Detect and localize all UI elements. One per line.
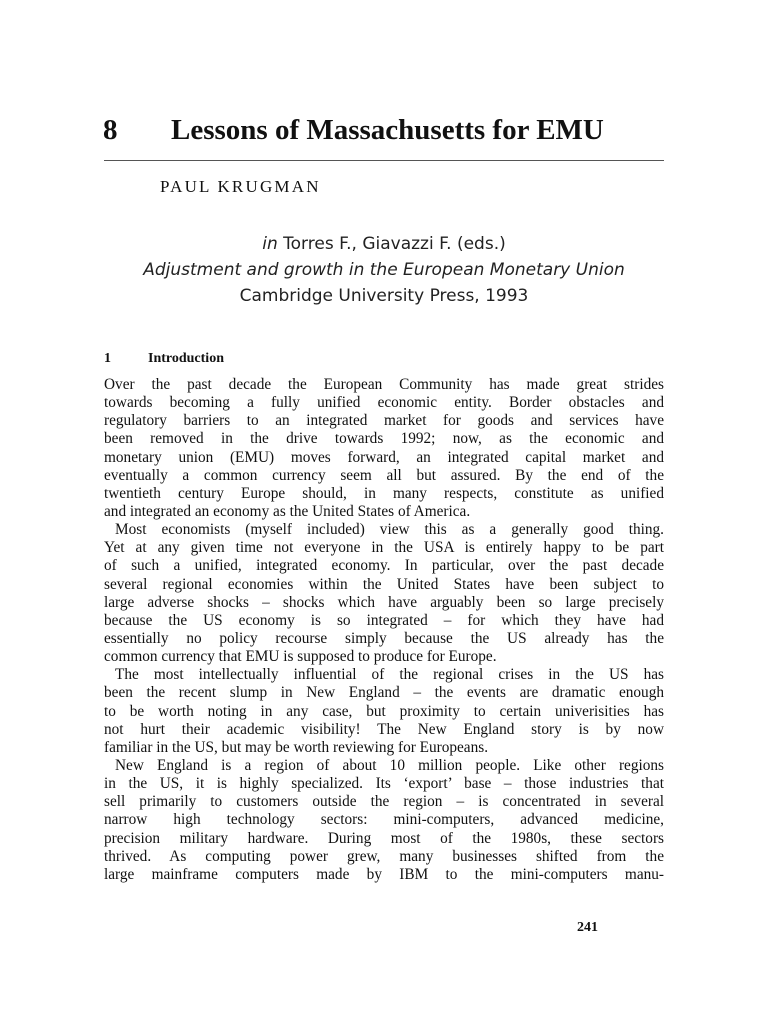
body-line: of such a unified, integrated economy. In particular, over the past decade: [104, 557, 664, 575]
body-line: common currency that EMU is supposed to produce for Europe.: [104, 648, 497, 666]
body-line: sell primarily to customers outside the region – is concentrated in several: [104, 793, 664, 811]
body-line: narrow high technology sectors: mini-computers, advanced medicine,: [104, 811, 664, 829]
body-line: Over the past decade the European Community has made great strides: [104, 376, 664, 393]
body-line: large mainframe computers made by IBM to the mini-computers manu-: [104, 865, 664, 883]
body-line: to be worth noting in any case, but proximity to certain univerisities has: [104, 702, 664, 720]
body-line: precision military hardware. During most of the 1980s, these sectors: [104, 829, 664, 847]
body-line: towards becoming a fully unified economic entity. Border obstacles and: [104, 394, 664, 412]
body-line: in the US, it is highly specialized. Its ‘export’ base – those industries that: [104, 775, 664, 793]
body-text: [104, 376, 664, 884]
body-line: large adverse shocks – shocks which have arguably been so large precisely: [104, 593, 664, 611]
body-line: and integrated an economy as the United States of America.: [104, 502, 471, 520]
chapter-number: 8: [103, 114, 118, 146]
title-rule: [104, 160, 664, 161]
citation-editors: Torres F., Giavazzi F. (eds.): [277, 234, 506, 254]
body-line: twentieth century Europe should, in many respects, constitute as unified: [104, 484, 664, 502]
section-heading: [104, 349, 224, 369]
author-name: PAUL KRUGMAN: [160, 177, 321, 196]
body-line: eventually a common currency seem all but assured. By the end of the: [104, 466, 664, 484]
citation-in-word: in: [262, 234, 278, 254]
body-line: thrived. As computing power grew, many businesses shifted from the: [104, 847, 664, 865]
citation-publisher: Cambridge University Press, 1993: [239, 286, 529, 306]
body-line: New England is a region of about 10 million people. Like other regions: [115, 756, 664, 774]
citation-book-title: Adjustment and growth in the European Monetary Union: [143, 260, 625, 280]
page-number: 241: [577, 920, 598, 935]
citation-editors-line: [104, 231, 664, 257]
body-line: Most economists (myself included) view this as a generally good thing.: [115, 521, 664, 539]
chapter-title: Lessons of Massachusetts for EMU: [171, 114, 604, 146]
chapter-heading: [103, 108, 663, 152]
body-line: monetary union (EMU) moves forward, an integrated capital market and: [104, 448, 664, 466]
section-title: Introduction: [148, 351, 224, 366]
body-line: The most intellectually influential of the regional crises in the US has: [115, 666, 664, 684]
body-line: been removed in the drive towards 1992; now, as the economic and: [104, 430, 664, 448]
body-line: several regional economies within the United States have been subject to: [104, 575, 664, 593]
body-line: essentially no policy recourse simply because the US already has the: [104, 629, 664, 647]
body-line: Yet at any given time not everyone in the USA is entirely happy to be part: [104, 539, 664, 557]
section-number: 1: [104, 351, 111, 366]
body-line: familiar in the US, but may be worth reviewing for Europeans.: [104, 738, 489, 756]
body-line: because the US economy is so integrated – for which they have had: [104, 611, 664, 629]
body-line: not hurt their academic visibility! The New England story is by now: [104, 720, 664, 738]
body-line: regulatory barriers to an integrated market for goods and services have: [104, 412, 664, 430]
body-line: been the recent slump in New England – the events are dramatic enough: [104, 684, 664, 702]
citation-block: [104, 231, 664, 309]
